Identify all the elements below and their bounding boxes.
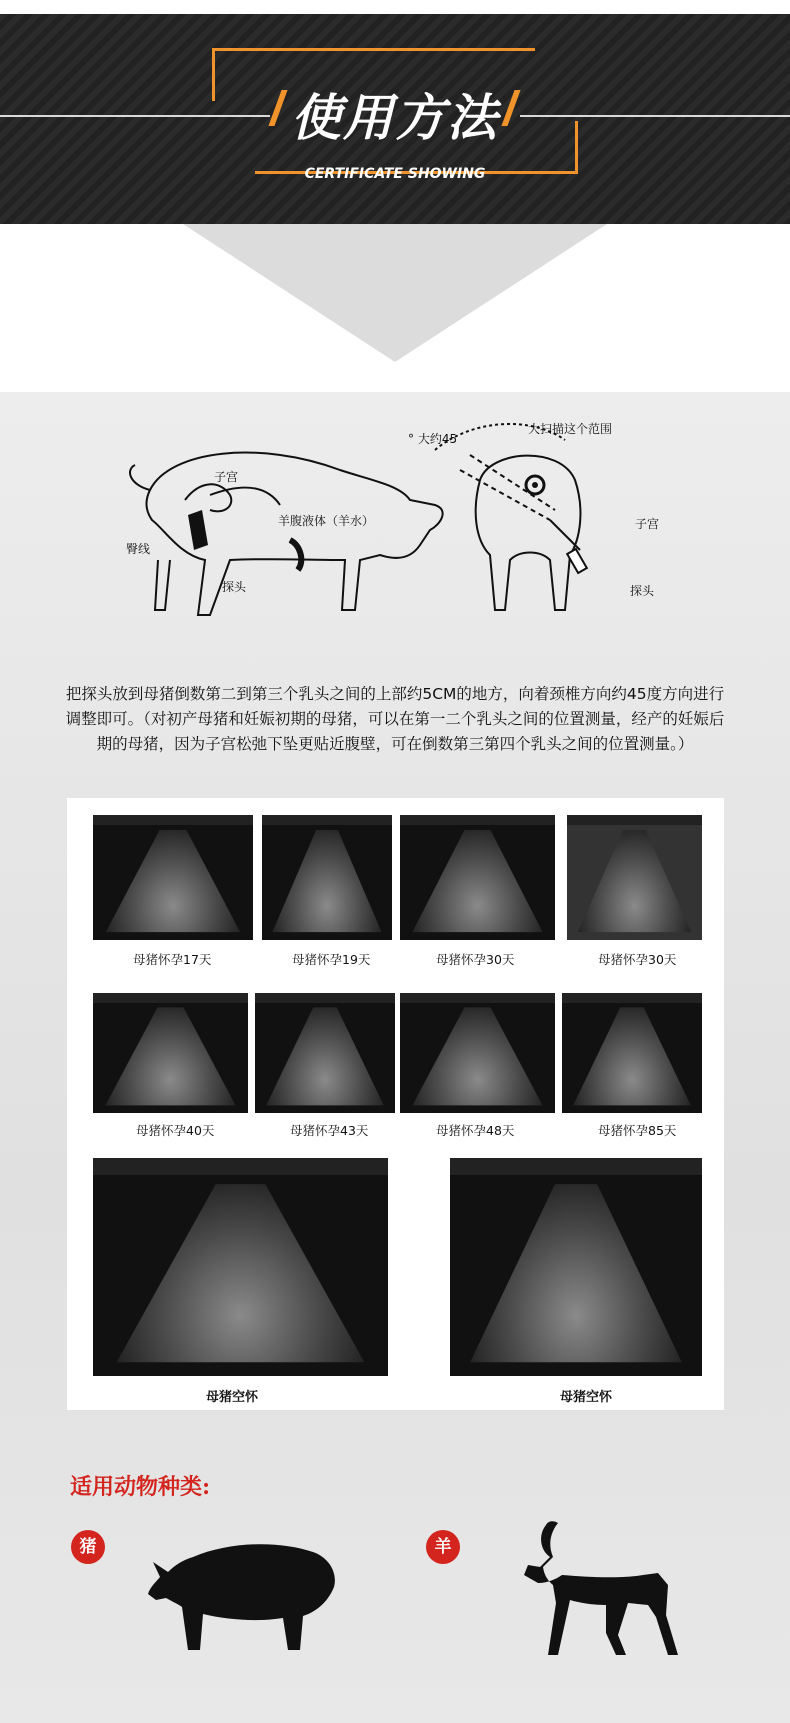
ultrasound-image	[562, 993, 702, 1113]
label-hip-line: 臀线	[126, 542, 151, 556]
ultrasound-image	[400, 993, 555, 1113]
label-probe-left: 探头	[222, 580, 247, 594]
caption-row2-1: 母猪怀孕40天	[136, 1123, 215, 1138]
pig-diagram-svg	[110, 410, 710, 660]
caption-row2-4: 母猪怀孕85天	[598, 1123, 677, 1138]
label-angle: ° 大约45	[408, 432, 458, 446]
caption-row3-2: 母猪空怀	[560, 1390, 613, 1405]
caption-row2-3: 母猪怀孕48天	[436, 1123, 515, 1138]
probe-left-icon	[188, 510, 208, 550]
label-probe-right: 探头	[630, 584, 655, 598]
label-scan-range: 大扫描这个范围	[528, 422, 613, 436]
label-uterus-right: 子宫	[635, 517, 660, 531]
page-title: 使用方法	[291, 89, 499, 147]
label-amniotic: 羊腹液体（羊水）	[278, 514, 375, 528]
pig-silhouette-icon	[148, 1532, 340, 1662]
badge-pig: 猪	[71, 1530, 105, 1564]
ultrasound-image	[255, 993, 395, 1113]
caption-row1-2: 母猪怀孕19天	[292, 952, 371, 967]
down-arrow-icon	[183, 224, 607, 362]
caption-row1-3: 母猪怀孕30天	[436, 952, 515, 967]
label-uterus-left: 子宫	[214, 470, 239, 484]
ultrasound-image	[93, 815, 253, 940]
page-subtitle: CERTIFICATE SHOWING	[304, 166, 486, 182]
caption-row2-2: 母猪怀孕43天	[290, 1123, 369, 1138]
instructions-text: 把探头放到母猪倒数第二到第三个乳头之间的上部约5CM的地方，向着颈椎方向约45度方向进行调整即可。（对初产母猪和妊娠初期的母猪，可以在第一二个乳头之间的位置测量，经产的妊娠后期的母猪，因为子宫松弛下坠更贴近腹壁，可在倒数第三第四个乳头之间的位置测量。）	[65, 685, 725, 753]
probe-placement-diagram	[110, 410, 710, 660]
caption-row1-4: 母猪怀孕30天	[598, 952, 677, 967]
goat-silhouette-icon	[518, 1505, 688, 1665]
ultrasound-image	[93, 993, 248, 1113]
ultrasound-image	[567, 815, 702, 940]
ultrasound-image	[400, 815, 555, 940]
ultrasound-image	[262, 815, 392, 940]
ultrasound-image	[93, 1158, 388, 1376]
badge-goat: 羊	[426, 1530, 460, 1564]
caption-row1-1: 母猪怀孕17天	[133, 952, 212, 967]
caption-row3-1: 母猪空怀	[206, 1390, 259, 1405]
ultrasound-image	[450, 1158, 702, 1376]
species-title: 适用动物种类:	[70, 1474, 211, 1500]
